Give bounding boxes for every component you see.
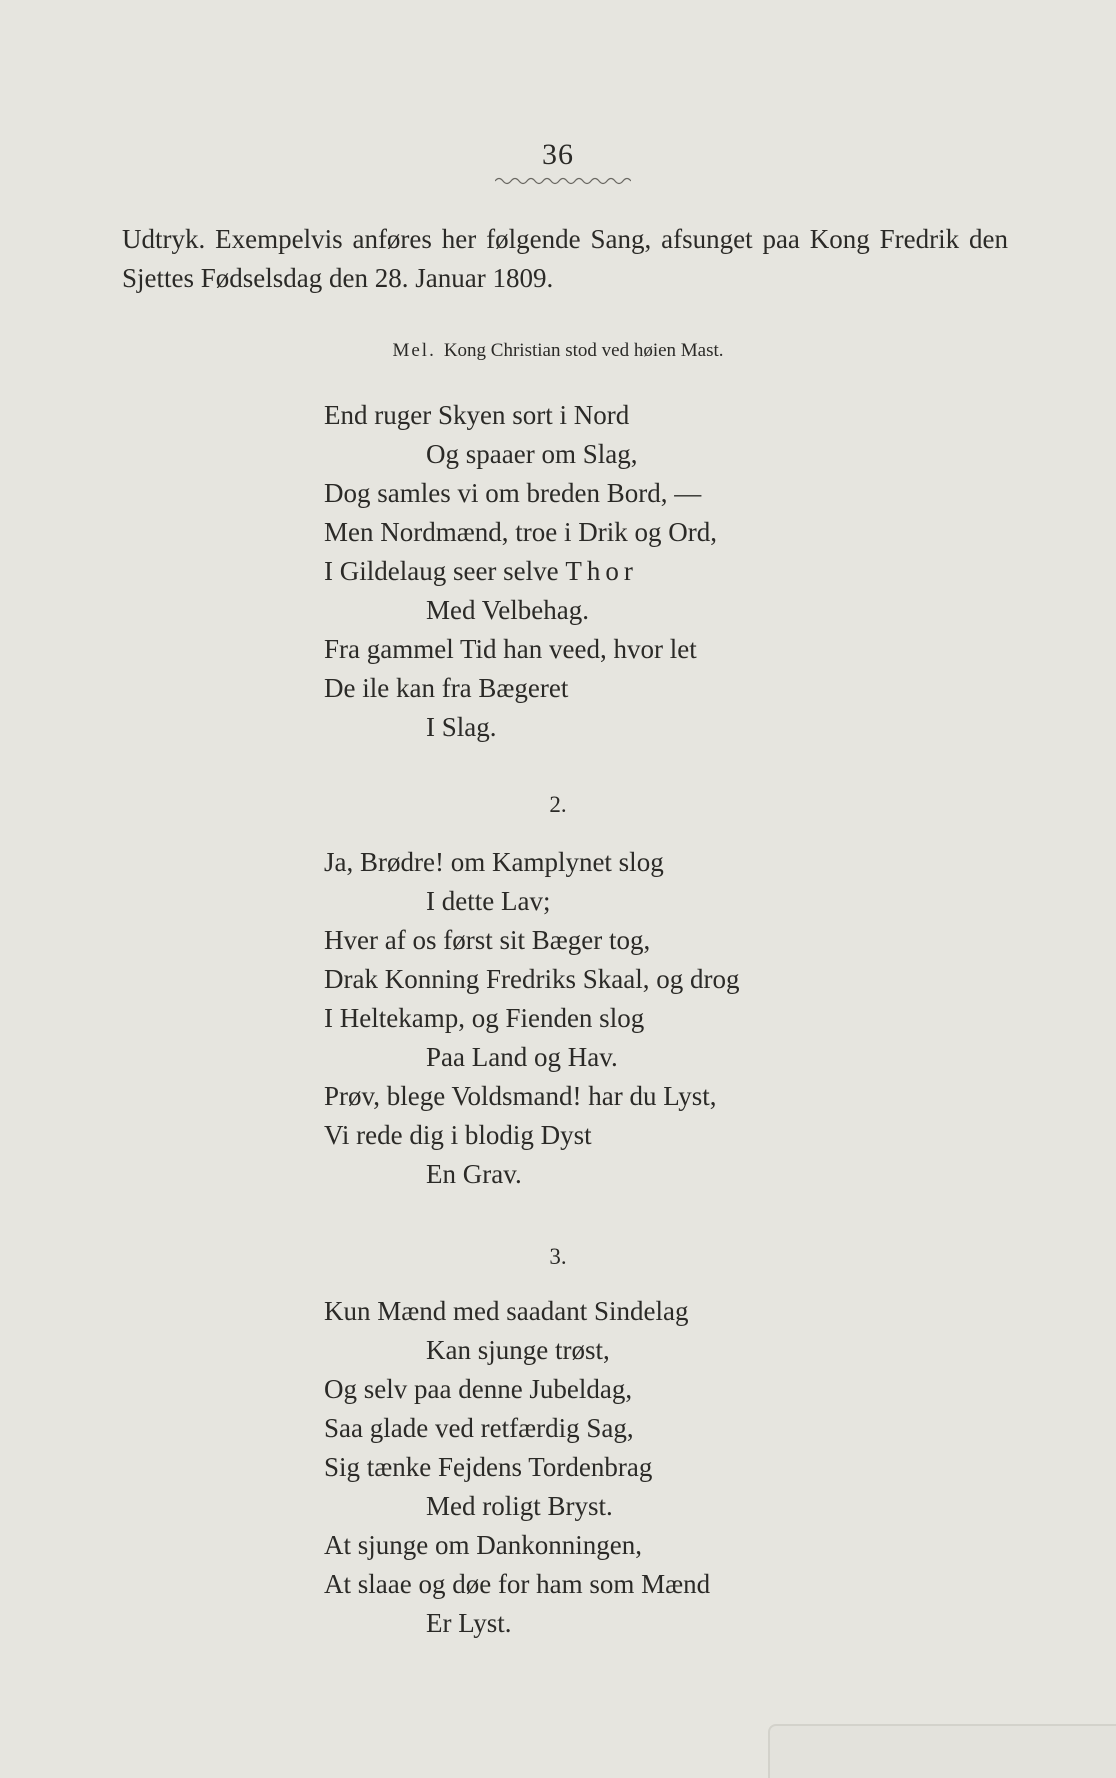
spaced-name-thor: Thor: [565, 556, 638, 586]
verse-line: I Slag.: [426, 712, 497, 742]
stanza-3: [324, 1292, 710, 1643]
verse-line: Dog samles vi om breden Bord, —: [324, 478, 702, 508]
verse-line: Med roligt Bryst.: [426, 1491, 613, 1521]
verse-line: Drak Konning Fredriks Skaal, og drog: [324, 964, 740, 994]
verse-line: Og selv paa denne Jubeldag,: [324, 1374, 633, 1404]
verse-line: En Grav.: [426, 1159, 522, 1189]
verse-line: Sig tænke Fejdens Tordenbrag: [324, 1452, 653, 1482]
verse-line: De ile kan fra Bægeret: [324, 673, 569, 703]
verse-line: Paa Land og Hav.: [426, 1042, 618, 1072]
verse-line: Og spaaer om Slag,: [426, 439, 638, 469]
verse-line-text: I Gildelaug seer selve: [324, 556, 559, 586]
page-edge-shadow: [768, 1724, 1116, 1778]
wavy-ornament: [495, 176, 631, 186]
verse-line: Fra gammel Tid han veed, hvor let: [324, 634, 697, 664]
verse-line: I dette Lav;: [426, 886, 551, 916]
stanza-2: [324, 843, 739, 1194]
verse-line: Prøv, blege Voldsmand! har du Lyst,: [324, 1081, 717, 1111]
verse-line: I Heltekamp, og Fienden slog: [324, 1003, 645, 1033]
stanza-number: 3.: [549, 1244, 567, 1269]
verse-line: At slaae og døe for ham som Mænd: [324, 1569, 711, 1599]
page-number: 36: [542, 138, 574, 171]
verse-line: End ruger Skyen sort i Nord: [324, 400, 630, 430]
verse-line: Kan sjunge trøst,: [426, 1335, 610, 1365]
verse-line: Ja, Brødre! om Kamplynet slog: [324, 847, 664, 877]
verse-line: [324, 552, 717, 591]
verse-line: Hver af os først sit Bæger tog,: [324, 925, 651, 955]
verse-line: Saa glade ved retfærdig Sag,: [324, 1413, 634, 1443]
verse-line: Men Nordmænd, troe i Drik og Ord,: [324, 517, 717, 547]
stanza-1: [324, 396, 717, 747]
verse-line: Kun Mænd med saadant Sindelag: [324, 1296, 689, 1326]
melody-label: Mel.: [392, 340, 436, 361]
stanza-number: 2.: [549, 792, 567, 817]
intro-paragraph: Udtryk. Exempelvis anføres her følgende Sang, afsunget paa Kong Fredrik den Sjettes Fødselsdag den 28. Januar 1809.: [122, 224, 1008, 293]
verse-line: Er Lyst.: [426, 1608, 512, 1638]
melody-title: Kong Christian stod ved høien Mast.: [443, 340, 724, 361]
melody-note: [0, 340, 1116, 362]
verse-line: At sjunge om Dankonningen,: [324, 1530, 642, 1560]
verse-line: Med Velbehag.: [426, 595, 589, 625]
verse-line: Vi rede dig i blodig Dyst: [324, 1120, 592, 1150]
